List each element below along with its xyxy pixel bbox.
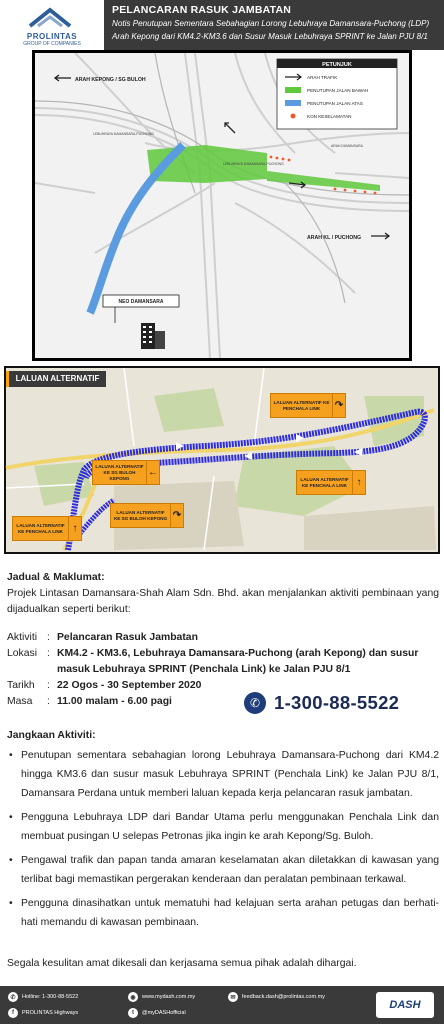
legend-label: KON KESELAMATAN xyxy=(307,114,352,119)
sign-text: LALUAN ALTERNATIF KE PENCHALA LINK xyxy=(273,399,330,411)
hotline-number: 1-300-88-5522 xyxy=(274,692,400,713)
closure-map-drawing xyxy=(35,53,409,358)
row-value: 11.00 malam - 6.00 pagi xyxy=(57,696,172,707)
u-turn-icon: ↷ xyxy=(332,394,345,417)
twitter-icon: t xyxy=(128,1008,138,1018)
page-title: PELANCARAN RASUK JAMBATAN xyxy=(112,4,292,16)
facebook-icon: f xyxy=(8,1008,18,1018)
arrow-up-icon: ↑ xyxy=(352,471,365,494)
sign-penchala-link-2 xyxy=(296,470,366,495)
alternative-route-title: LALUAN ALTERNATIF xyxy=(6,371,106,387)
header-bar xyxy=(0,0,444,50)
label-kepong: ARAH KEPONG / SG BULOH xyxy=(75,77,146,83)
label-kl: ARAH KL / PUCHONG xyxy=(307,235,362,241)
legend-swatch xyxy=(285,100,301,106)
list-item: • Pengawal trafik dan papan tanda amaran keselamatan akan diletakkan di kawasan yang terlibat bagi memastikan pergerakan kenderaan dan peralatan pembinaan terkawal. xyxy=(7,851,439,889)
list-item: • Pengguna Lebuhraya LDP dari Bandar Utama perlu menggunakan Penchala Link dan membuat pusingan U selepas Petronas jika ingin ke arah Kepong/Sg. Buloh. xyxy=(7,808,439,846)
footer-facebook-text: PROLINTAS Highways xyxy=(22,1010,79,1016)
closing-note: Segala kesulitan amat dikesali dan kerjasama semua pihak adalah dihargai. xyxy=(7,958,357,969)
dash-logo: DASH xyxy=(376,992,434,1018)
subtitle-line-2: Arah Kepong dari KM4.2-KM3.6 dan Susur Masuk Lebuhraya SPRINT ke Jalan PJU 8/1 xyxy=(112,32,428,41)
logo-subtitle: GROUP OF COMPANIES xyxy=(23,41,81,47)
footer-website[interactable] xyxy=(128,992,195,1002)
sign-sg-buloh-kepong-2 xyxy=(110,503,184,528)
row-value: Pelancaran Rasuk Jambatan xyxy=(57,632,198,643)
footer-website-text: www.mydash.com.my xyxy=(142,994,196,1000)
logo-name: PROLINTAS xyxy=(26,32,78,41)
scope-heading-wrap xyxy=(7,728,439,744)
u-turn-icon: ↷ xyxy=(170,504,183,527)
legend-swatch xyxy=(285,87,301,93)
row-location: Lokasi : KM4.2 - KM3.6, Lebuhraya Damansara-Puchong (arah Kepong) dan susur masuk Lebuhraya SPRINT (Penchala Link) ke Jalan PJU 8/1 xyxy=(7,646,439,678)
legend-label: ARAH TRAFIK xyxy=(307,75,338,80)
sign-text: LALUAN ALTERNATIF KE PENCHALA LINK xyxy=(300,476,349,488)
cone-icon xyxy=(291,114,296,119)
footer-facebook[interactable] xyxy=(8,1008,78,1018)
footer-email-text: feedback.dash@prolintas.com.my xyxy=(242,994,325,1000)
footer-twitter[interactable] xyxy=(128,1008,186,1018)
row-key: Tarikh xyxy=(7,680,35,691)
sign-penchala-link-3 xyxy=(12,516,82,541)
arrow-left-icon: ← xyxy=(146,461,159,484)
row-value: 22 Ogos - 30 September 2020 xyxy=(57,680,202,691)
hotline-callout[interactable] xyxy=(244,690,439,716)
footer-email[interactable] xyxy=(228,992,325,1002)
row-date: Tarikh : 22 Ogos - 30 September 2020 xyxy=(7,678,307,694)
mail-icon: ✉ xyxy=(228,992,238,1002)
scope-heading: Jangkaan Aktiviti: xyxy=(7,730,96,741)
sign-penchala-link-1 xyxy=(270,393,346,418)
legend-title: PETUNJUK xyxy=(322,62,352,68)
list-item: • Penutupan sementara sebahagian lorong Lebuhraya Damansara-Puchong dari KM4.2 hingga KM3.6 dan susur masuk Lebuhraya SPRINT (Penchala Link) ke Jalan PJU 8/1, Damansara Perdana untuk memberi laluan kepada kerja pelancaran rasuk jambatan. xyxy=(7,746,439,803)
row-activity: Aktiviti : Pelancaran Rasuk Jambatan xyxy=(7,630,307,646)
schedule-intro: Projek Lintasan Damansara-Shah Alam Sdn. Bhd. akan menjalankan aktiviti pembinaan yang dijadualkan seperti berikut: xyxy=(7,588,439,615)
schedule-heading: Jadual & Maklumat: xyxy=(7,572,105,583)
row-key: Aktiviti xyxy=(7,632,38,643)
row-key: Lokasi xyxy=(7,648,38,659)
phone-icon: ✆ xyxy=(244,692,266,714)
sign-text: LALUAN ALTERNATIF KE SG BULOH KEPONG xyxy=(113,509,168,521)
label-ldp-1: LEBUHRAYA DAMANSARA-PUCHONG xyxy=(93,132,154,136)
footer-hotline-text: Hotline: 1-300-88-5522 xyxy=(22,994,79,1000)
row-key: Masa xyxy=(7,696,33,707)
list-item: • Pengguna dinasihatkan untuk mematuhi had kelajuan serta arahan petugas dan berhati-hati memandu di kawasan pembinaan. xyxy=(7,894,439,932)
globe-icon: ◉ xyxy=(128,992,138,1002)
label-damansara: ARAH DAMANSARA xyxy=(331,144,363,148)
label-neo: NEO DAMANSARA xyxy=(118,299,164,305)
schedule-section xyxy=(7,570,439,618)
subtitle-line-1: Notis Penutupan Sementara Sebahagian Lorong Lebuhraya Damansara-Puchong (LDP) xyxy=(112,19,430,28)
legend-label: PENUTUPAN JALAN ATAS xyxy=(307,101,363,106)
arrow-up-icon: ↑ xyxy=(68,517,81,540)
label-ldp-2: LEBUHRAYA DAMANSARA-PUCHONG xyxy=(223,162,284,166)
footer-twitter-text: @myDASHofficial xyxy=(142,1010,186,1016)
row-value: KM4.2 - KM3.6, Lebuhraya Damansara-Puchong (arah Kepong) dan susur masuk Lebuhraya SPRINT (Penchala Link) ke Jalan PJU 8/1 xyxy=(57,648,419,675)
sign-text: LALUAN ALTERNATIF KE SG BULOH KEPONG xyxy=(95,463,144,481)
prolintas-logo xyxy=(0,0,104,50)
scope-list xyxy=(7,746,439,937)
footer-bar xyxy=(0,986,444,1024)
bridge-logo-icon xyxy=(28,6,72,30)
sign-sg-buloh-kepong-1 xyxy=(92,460,160,485)
closure-map xyxy=(32,50,412,361)
sign-text: LALUAN ALTERNATIF KE PENCHALA LINK xyxy=(16,522,65,534)
map-legend xyxy=(277,59,397,129)
footer-hotline[interactable] xyxy=(8,992,78,1002)
legend-label: PENUTUPAN JALAN BAWAH xyxy=(307,88,369,93)
row-time: Masa : 11.00 malam - 6.00 pagi xyxy=(7,694,307,710)
phone-icon: ✆ xyxy=(8,992,18,1002)
